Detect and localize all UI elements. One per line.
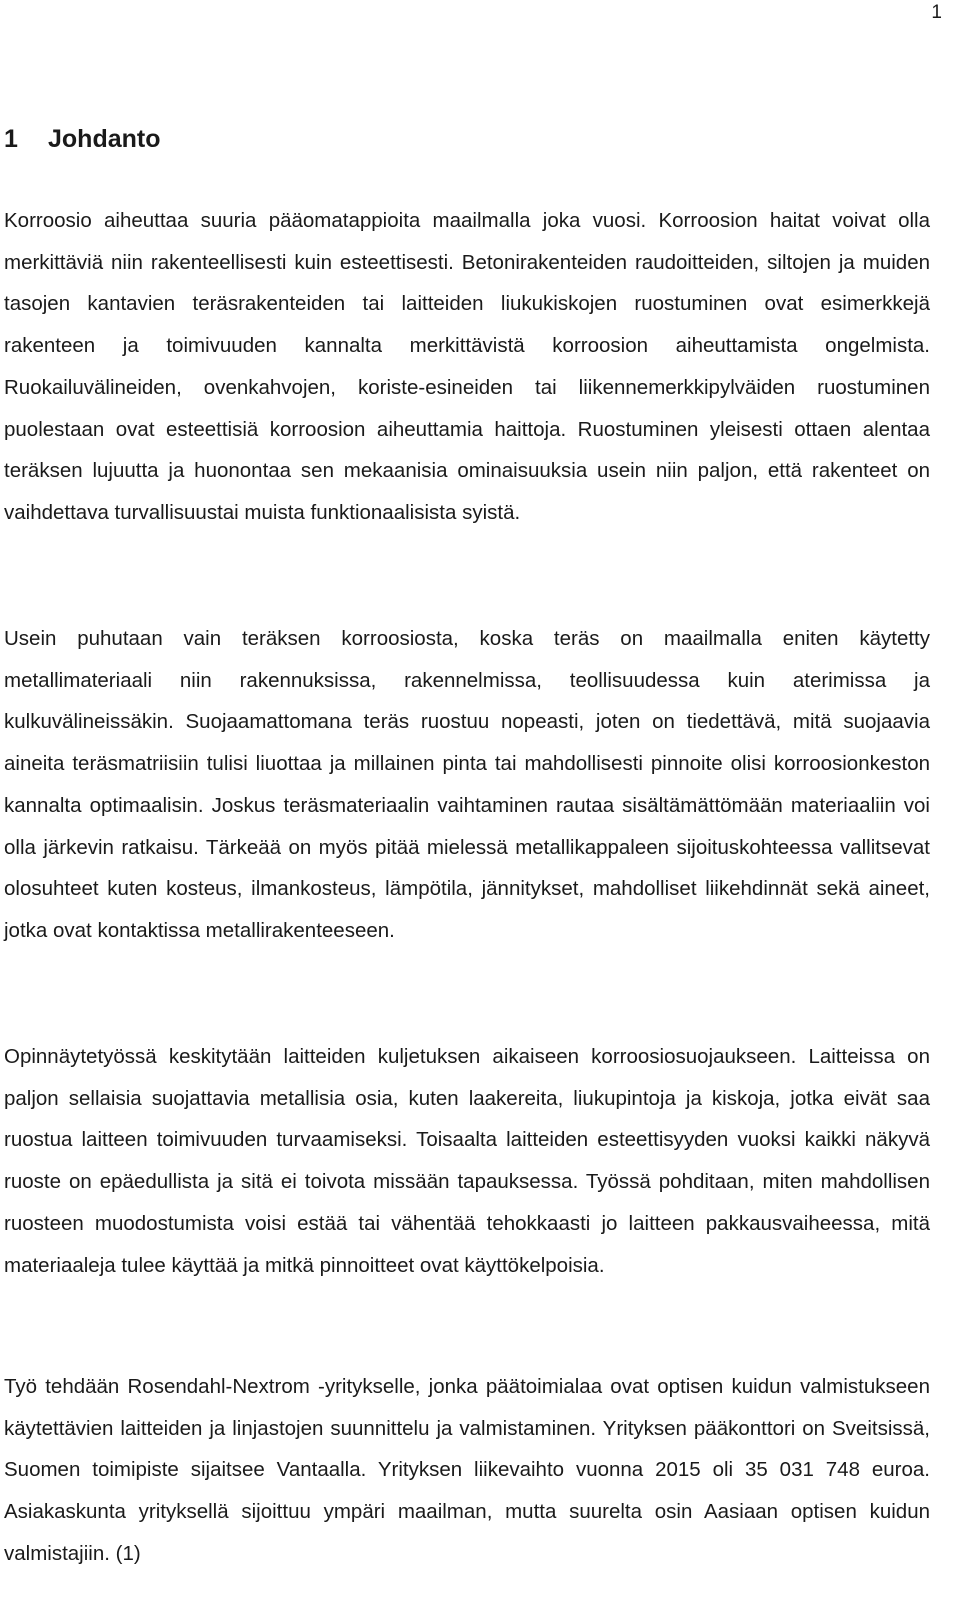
section-title: Johdanto xyxy=(48,125,161,153)
section-heading xyxy=(4,124,161,154)
section-number: 1 xyxy=(4,125,18,153)
paragraph-3: Opinnäytetyössä keskitytään laitteiden kuljetuksen aikaiseen korroosiosuojaukseen. Laitteissa on paljon sellaisia suojattavia metallisia osia, kuten laakereita, liukupintoja ja kiskoja, jotka eivät saa ruostua laitteen toimivuuden turvaamiseksi. Toisaalta laitteiden esteettisyyden vuoksi kaikki näkyvä ruoste on epäedullista ja sitä ei toivota missään tapauksessa. Työssä pohditaan, miten mahdollisen ruosteen muodostumista voisi estää tai vähentää tehokkaasti jo laitteen pakkausvaiheessa, mitä materiaaleja tulee käyttää ja mitkä pinnoitteet ovat käyttökelpoisia. xyxy=(4,1045,930,1277)
paragraph-2: Usein puhutaan vain teräksen korroosiosta, koska teräs on maailmalla eniten käytetty metallimateriaali niin rakennuksissa, rakennelmissa, teollisuudessa kuin aterimissa ja kulkuvälineissäkin. Suojaamattomana teräs ruostuu nopeasti, joten on tiedettävä, mitä suojaavia aineita teräsmatriisiin tulisi liuottaa ja millainen pinta tai mahdollisesti pinnoite olisi korroosionkeston kannalta optimaalisin. Joskus teräsmateriaalin vaihtaminen rautaa sisältämättömään materiaaliin voi olla järkevin ratkaisu. Tärkeää on myös pitää mielessä metallikappaleen sijoituskohteessa vallitsevat olosuhteet kuten kosteus, ilmankosteus, lämpötila, jännitykset, mahdolliset liikehdinnät sekä aineet, jotka ovat kontaktissa metallirakenteeseen. xyxy=(4,627,930,942)
page-number: 1 xyxy=(931,2,942,23)
paragraph-1: Korroosio aiheuttaa suuria pääomatappioita maailmalla joka vuosi. Korroosion haitat voivat olla merkittäviä niin rakenteellisesti kuin esteettisesti. Betonirakenteiden raudoitteiden, siltojen ja muiden tasojen kantavien teräsrakenteiden tai laitteiden liukukiskojen ruostuminen ovat esimerkkejä rakenteen ja toimivuuden kannalta merkittävistä korroosion aiheuttamista ongelmista. Ruokailuvälineiden, ovenkahvojen, koriste-esineiden tai liikennemerkkipylväiden ruostuminen puolestaan ovat esteettisiä korroosion aiheuttamia haittoja. Ruostuminen yleisesti ottaen alentaa teräksen lujuutta ja huonontaa sen mekaanisia ominaisuuksia usein niin paljon, että rakenteet on vaihdettava turvallisuustai muista funktionaalisista syistä. xyxy=(4,209,930,524)
paragraph-4: Työ tehdään Rosendahl-Nextrom -yritykselle, jonka päätoimialaa ovat optisen kuidun valmistukseen käytettävien laitteiden ja linjastojen suunnittelu ja valmistaminen. Yrityksen pääkonttori on Sveitsissä, Suomen toimipiste sijaitsee Vantaalla. Yrityksen liikevaihto vuonna 2015 oli 35 031 748 euroa. Asiakaskunta yrityksellä sijoittuu ympäri maailman, mutta suurelta osin Aasiaan optisen kuidun valmistajiin. (1) xyxy=(4,1375,930,1565)
